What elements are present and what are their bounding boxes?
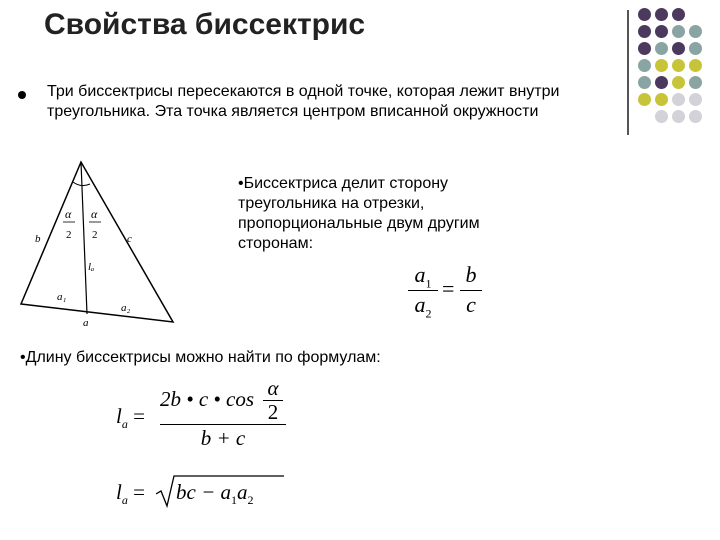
decor-dot [655,110,668,123]
decor-dot [689,110,702,123]
decor-dot [655,93,668,106]
decor-dot [689,59,702,72]
decor-dot [655,59,668,72]
formula-term: α [267,376,279,400]
decor-dot [689,76,702,89]
formula-term: b [465,262,477,287]
formula-term: l [116,480,122,504]
triangle-shape [21,162,173,322]
formula-term: bc − a [176,480,231,504]
formula-subscript: 1 [231,493,237,508]
label-two-right: 2 [92,229,98,241]
decor-dot [638,25,651,38]
formula-term: 2b • c • cos [160,387,255,411]
decor-dot [672,59,685,72]
formula-term: = [133,404,145,428]
label-a2: a₂ [121,302,131,314]
decor-dot [672,110,685,123]
decor-dot [672,8,685,21]
formula-term: 2 [267,400,279,424]
formula-subscript: 1 [425,276,432,291]
decor-dot [638,76,651,89]
label-a: a [83,317,89,329]
decor-dot-grid [638,8,720,120]
formula-term: b + c [200,426,246,450]
formula-length-sqrt [116,472,276,512]
paragraph-bisector-length: •Длину биссектрисы можно найти по формулам: [20,349,381,366]
label-alpha-left: α [65,207,72,221]
decor-dot [672,93,685,106]
decor-dot [655,25,668,38]
decor-dot [672,42,685,55]
triangle-diagram [15,158,185,333]
label-b: b [35,233,41,245]
formula-subscript: 2 [247,493,254,508]
formula-term: = [133,480,145,504]
label-c: c [127,233,132,245]
paragraph-bisector-ratio: •Биссектриса делит сторону треугольника на отрезки, пропорциональные двум другим сторонам: [238,175,480,252]
formula-subscript: a [121,417,128,432]
formula-term: c [466,292,476,317]
label-alpha-right: α [91,207,98,221]
formula-term: a [414,262,426,287]
decor-dot [638,42,651,55]
decor-dot [655,76,668,89]
paragraph-incenter: Три биссектрисы пересекаются в одной точке, которая лежит внутри треугольника. Эта точка является центром вписанной окружности [47,83,560,120]
decor-dot [689,93,702,106]
decor-dot [655,42,668,55]
formula-subscript: a [121,493,128,508]
formula-term: l [116,404,122,428]
formula-subscript: 2 [425,306,432,321]
formula-term: a [414,292,426,317]
decor-dot [672,76,685,89]
label-la: lₐ [88,261,95,273]
decor-divider [627,10,629,135]
label-a1: a₁ [57,291,67,303]
decor-dot [638,59,651,72]
decor-dot [655,8,668,21]
slide-title: Свойства биссектрис [44,8,366,41]
formula-length-cos [116,376,316,450]
decor-dot [689,42,702,55]
decor-dot [638,93,651,106]
formula-term: a [237,480,248,504]
decor-dot [638,8,651,21]
bullet-icon [18,91,26,99]
label-two-left: 2 [66,229,72,241]
decor-dot [672,25,685,38]
decor-dot [689,25,702,38]
